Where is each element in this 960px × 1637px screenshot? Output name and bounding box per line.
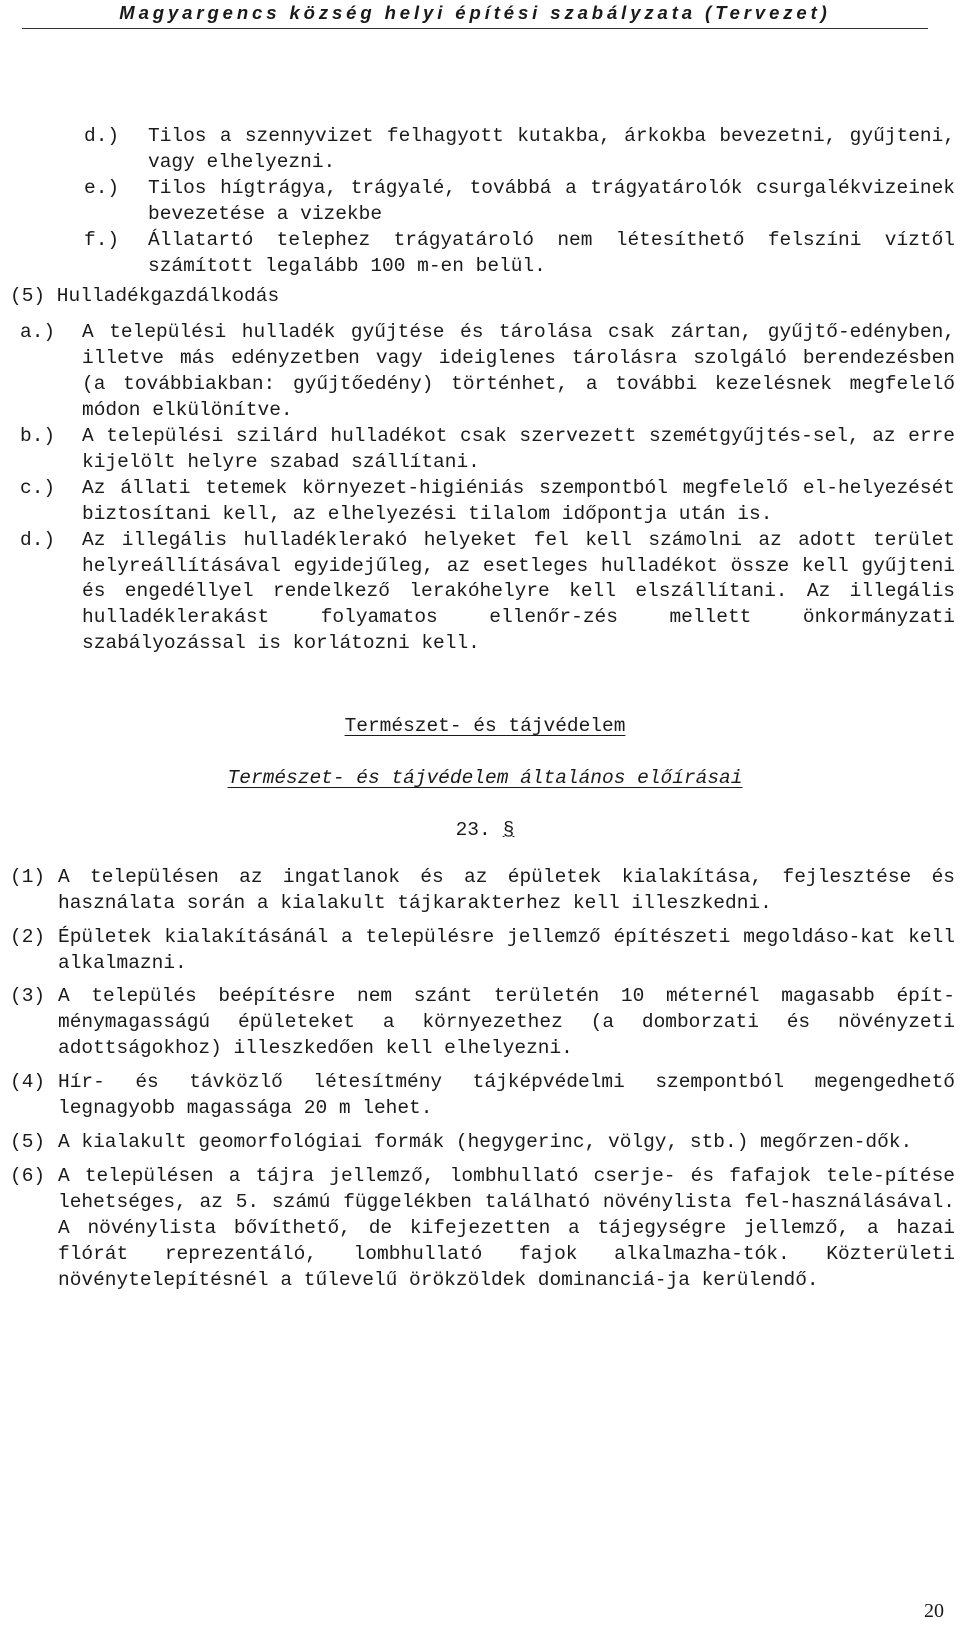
item-label: (1): [10, 865, 46, 888]
list-item: [84, 228, 955, 280]
list-nature: [10, 865, 960, 1294]
list-item: [10, 1164, 955, 1294]
item-label: (4): [10, 1071, 46, 1094]
item-text: A településen a tájra jellemző, lombhullató cserje- és fafajok tele-pítése lehetséges, az 5. számú függelékben található növénylista fel-használásával. A növénylista bővíthető, de kifejezetten a tájegységre jellemző, a hazai flórát reprezentáló, lombhullató fajok alkalmazha-tók. Közterületi növénytelepítésnél a tűlevelű örökzöldek dominanciá-ja kerülendő.: [58, 1164, 955, 1291]
item-text: Tilos a szennyvizet felhagyott kutakba, árkokba bevezetni, gyűjteni, vagy elhelyezni.: [148, 125, 955, 173]
item-label: (5): [10, 1131, 46, 1153]
paragraph-number: [10, 818, 960, 844]
item-label: e.): [84, 176, 120, 199]
list-item: [10, 865, 955, 917]
list-top: [10, 124, 960, 279]
list-item: [10, 1070, 955, 1122]
page-header: [22, 0, 928, 29]
item-text: Tilos hígtrágya, trágyalé, továbbá a trágyatárolók csurgalékvizeinek bevezetése a vizekbe: [148, 176, 955, 225]
paragraph-number-value: 23.: [455, 818, 491, 841]
item-text: Hír- és távközlő létesítmény tájképvédelmi szempontból megengedhető legnagyobb magassága 20 m lehet.: [58, 1071, 955, 1120]
item-label: (3): [10, 985, 46, 1008]
item-text: Épületek kialakításánál a településre jellemző építészeti megoldáso-kat kell alkalmazni.: [58, 925, 955, 974]
list-item: [84, 176, 955, 228]
paragraph-sign: §: [502, 818, 515, 841]
page-number: 20: [924, 1600, 944, 1622]
item-text: A kialakult geomorfológiai formák (hegygerinc, völgy, stb.) megőrzen-dők.: [58, 1131, 913, 1153]
item-text: A települési hulladék gyűjtése és tárolása csak zártan, gyűjtő-edényben, illetve más edényzetben vagy ideiglenes tárolásra szolgáló berendezésben (a továbbiakban: gyűjtőedény) történhet, a további kezelésnek megfelelő módon elkülönítve.: [82, 321, 955, 422]
list-item: [84, 124, 955, 176]
section-heading-waste: (5) Hulladékgazdálkodás: [10, 285, 280, 308]
item-label: d.): [20, 528, 56, 551]
list-item: [20, 320, 955, 424]
list-waste: [0, 320, 960, 657]
section-title: Természet- és tájvédelem: [344, 715, 626, 738]
document-body: [10, 124, 960, 1301]
item-text: Állatartó telephez trágyatároló nem létesíthető felszíni víztől számított legalább 100 m-en belül.: [148, 228, 955, 277]
document-title: Magyargencs község helyi építési szabályzata (Tervezet): [119, 2, 831, 23]
item-label: c.): [20, 476, 56, 499]
item-label: d.): [84, 125, 120, 147]
item-label: a.): [20, 321, 56, 344]
item-text: A települési szilárd hulladékot csak szervezett szemétgyűjtés-sel, az erre kijelölt helyre szabad szállítani.: [82, 424, 955, 473]
item-label: b.): [20, 424, 56, 447]
item-label: (6): [10, 1164, 46, 1187]
item-label: (2): [10, 925, 46, 948]
item-text: Az állati tetemek környezet-higiéniás szempontból megfelelő el-helyezését biztosítani kell, az elhelyezési tilalom időpontja után is.: [82, 476, 955, 525]
section-subtitle: Természet- és tájvédelem általános előírásai: [227, 767, 743, 790]
item-label: f.): [84, 228, 120, 251]
list-item: [20, 476, 955, 528]
list-item: [10, 984, 955, 1062]
list-item: [20, 528, 955, 658]
item-text: A település beépítésre nem szánt területén 10 méternél magasabb épít-ménymagasságú épületeket a környezethez (a domborzati és növényzeti adottságokhoz) illeszkedően kell elhelyezni.: [58, 985, 955, 1060]
list-item: [10, 925, 955, 977]
list-item: [10, 1130, 955, 1156]
list-item: [20, 424, 955, 476]
item-text: Az illegális hulladéklerakó helyeket fel kell számolni az adott terület helyreállításával egyidejűleg, az esetleges hulladékot össze kell gyűjteni és engedéllyel rendelkező lerakóhelyre kell elszállítani. Az illegális hulladéklerakást folyamatos ellenőr-zés mellett önkormányzati szabályozással is korlátozni kell.: [82, 528, 955, 655]
item-text: A településen az ingatlanok és az épületek kialakítása, fejlesztése és használata során a kialakult tájkarakterhez kell illeszkedni.: [58, 865, 955, 914]
